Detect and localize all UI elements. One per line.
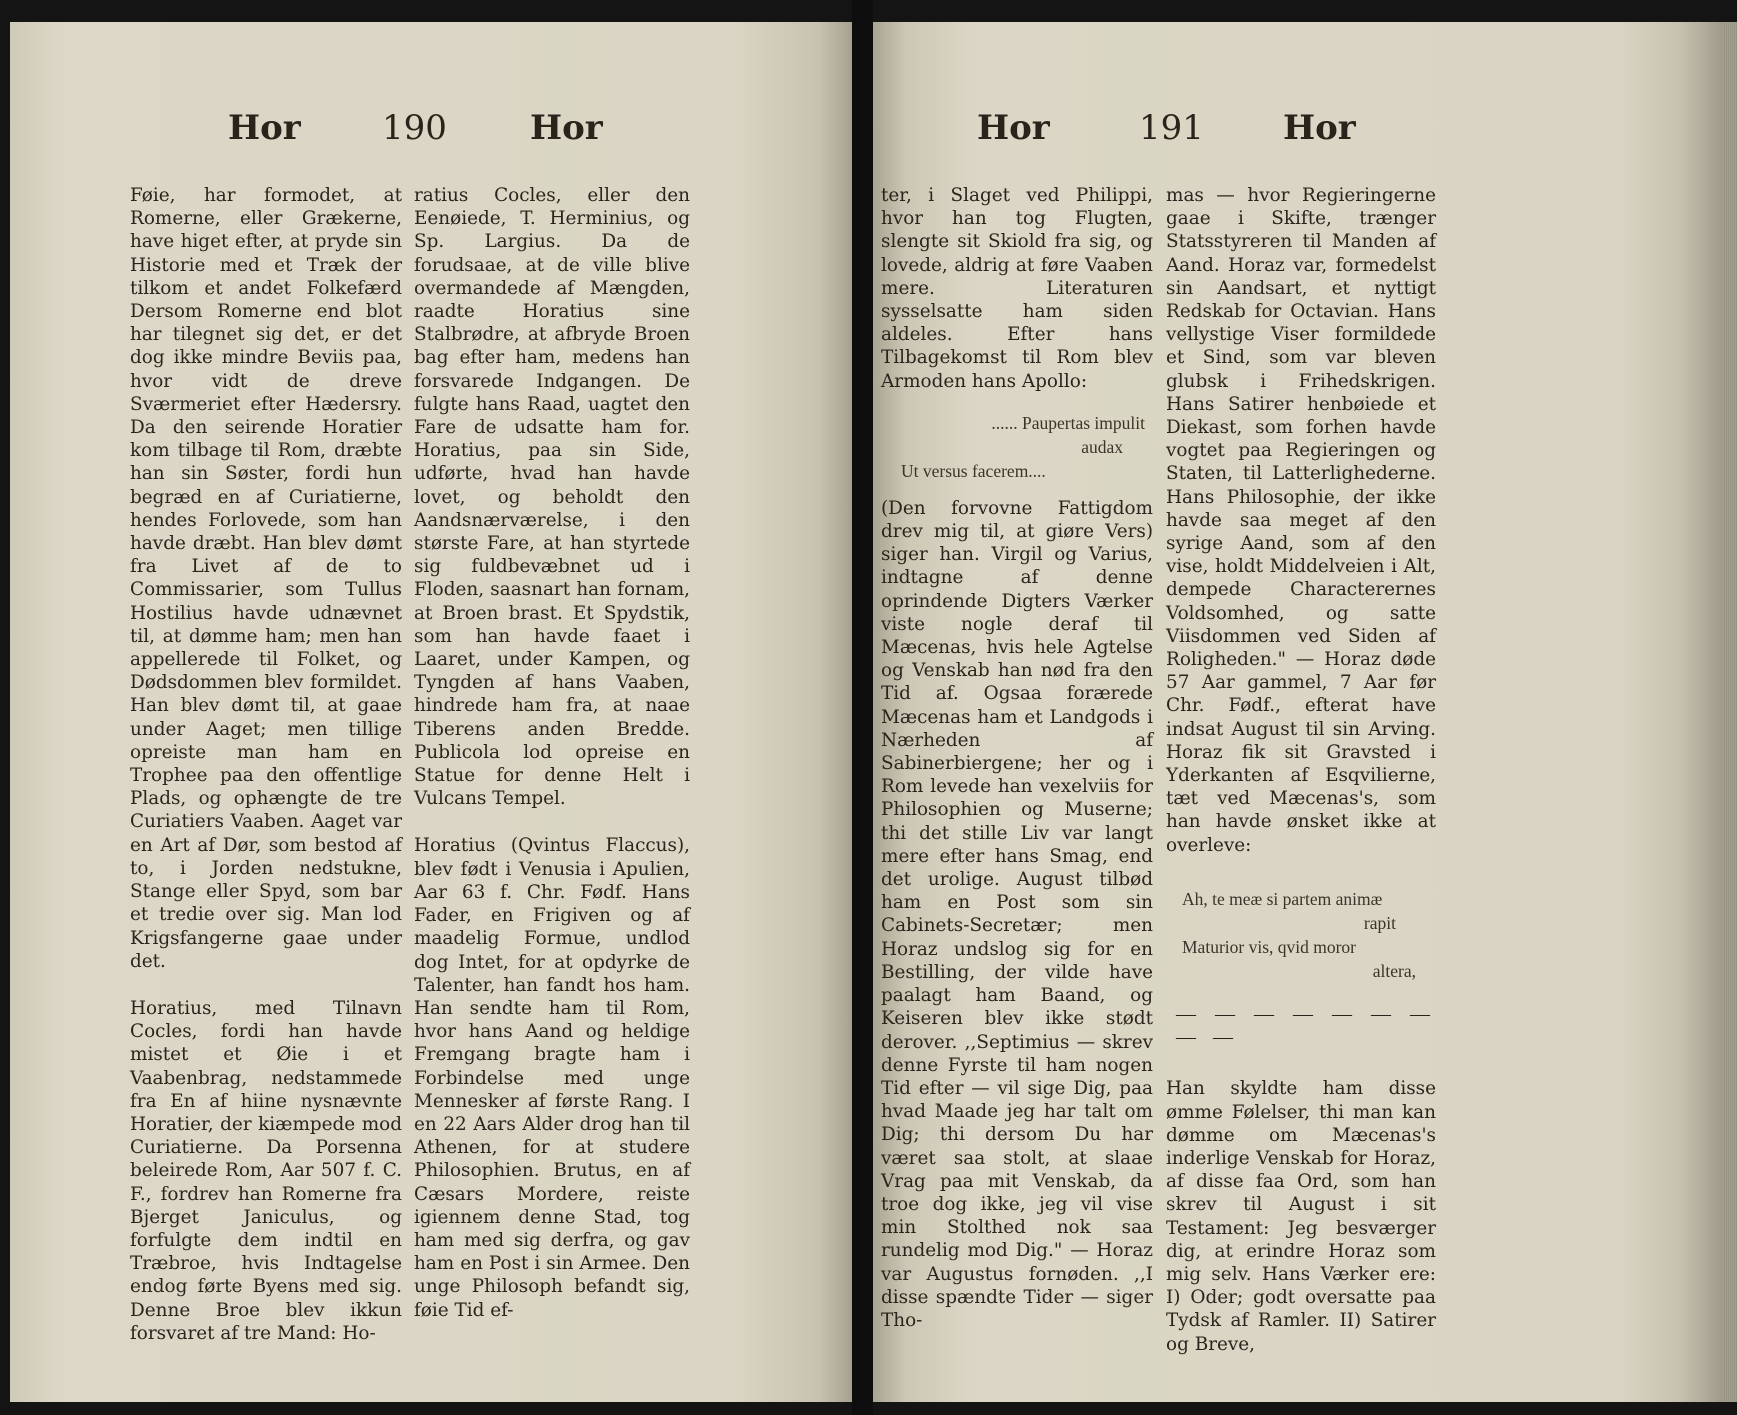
- right-page-number: 191: [1139, 108, 1204, 148]
- right-col2-rest: Han skyldte ham disse ømme Følelser, thi man kan dømme om Mæcenas's inderlige Venskab for Horaz, af disse faa Ord, som han skrev til August i sit Testament: Jeg besværger dig, at erindre Horaz som mig selv. Hans Værker ere: I) Oder; godt oversatte paa Tydsk af Ramler. II) Satirer og Breve,: [1166, 1078, 1436, 1355]
- quote1-line-1: ...... Paupertas impulit: [991, 412, 1145, 433]
- quote2-line-2: rapit: [1363, 912, 1396, 933]
- page-edge-strip: [1723, 22, 1737, 1402]
- left-col1-para-2: Horatius, med Tilnavn Cocles, fordi han havde mistet et Øie i et Vaabenbrag, nedstammede fra En af hiine nysnævnte Horatier, der kiæmpede mod Curiatierne. Da Porsenna beleirede Rom, Aar 507 f. C. F., fordrev han Romerne fra Bjerget Janiculus, og forfulgte dem indtil en Træbroe, hvis Indtagelse endog førte Byens med sig. Denne Broe blev ikkun forsvaret af tre Mand: Ho-: [130, 997, 402, 1344]
- quote1-line-2: audax: [1081, 436, 1123, 457]
- right-header-word-2: Hor: [1283, 108, 1356, 148]
- left-col2-para-1: ratius Cocles, eller den Eenøiede, T. Herminius, og Sp. Largius. Da de forudsaae, at de ville blive overmandede af Mængden, raadte Horatius sine Stalbrødre, at afbryde Broen bag efter ham, medens han forsvarede Indgangen. De fulgte hans Raad, uagtet den Fare de udsatte ham for. Horatius, paa sin Side, udførte, hvad han havde lovet, og beholdt den Aandsnærværelse, i den største Fare, at han styrtede sig fuldbevæbnet ud i Floden, saasnart han fornam, at Broen brast. Et Spydstik, som han havde faaet i Laaret, under Kampen, og Tyngden af hans Vaaben, hindrede ham fra, at naae Tiberens anden Bredde. Publicola lod opreise en Statue for denne Helt i Vulcans Tempel.: [414, 185, 690, 810]
- horace-quote-2: [1166, 887, 1436, 983]
- right-column-2: [1166, 184, 1436, 1356]
- left-column-2: [414, 184, 690, 1322]
- horace-quote-1: [881, 411, 1153, 483]
- right-col2-intro: mas — hvor Regieringerne gaae i Skifte, trænger Statsstyreren til Manden af Aand. Horaz var, formedelst sin Aandsart, et nyttigt Redskab for Octavian. Hans vellystige Viser formildede et Sind, som var bleven glubsk i Frihedskrigen. Hans Satirer henbøiede et Diekast, som forhen havde vogtet paa Regieringen og Staten, til Latterlighederne. Hans Philosophie, der ikke havde saa meget af den syrige Aand, som af den vise, holdt Middelveien i Alt, dempede Characterernes Voldsomhed, og satte Viisdommen ved Siden af Roligheden." — Horaz døde 57 Aar gammel, 7 Aar før Chr. Fødf., efterat have indsat August til sin Arving. Horaz fik sit Gravsted i Yderkanten af Esqvilierne, tæt ved Mæcenas's, som han havde ønsket ikke at overleve:: [1166, 185, 1436, 856]
- left-running-head: [10, 108, 852, 168]
- quote2-dashes: — — — — — — — — —: [1176, 1002, 1436, 1049]
- left-column-1: [130, 184, 402, 1345]
- left-header-word-2: Hor: [530, 108, 603, 148]
- right-header-word-1: Hor: [977, 108, 1050, 148]
- right-running-head: [873, 108, 1723, 168]
- left-header-word-1: Hor: [228, 108, 301, 148]
- quote1-line-3: Ut versus facerem....: [901, 460, 1046, 481]
- right-page: [873, 22, 1723, 1402]
- left-col1-para-1: Føie, har formodet, at Romerne, eller Grækerne, have higet efter, at pryde sin Historie med et Træk der tilkom et andet Folkefærd Dersom Romerne end blot har tilegnet sig det, er det dog ikke mindre Beviis paa, hvor vidt de dreve Sværmeriet efter Hædersry. Da den seirende Horatier kom tilbage til Rom, dræbte han sin Søster, fordi hun begræd en af Curiatierne, hendes Forlovede, som han havde dræbt. Han blev dømt fra Livet af de to Commissarier, som Tullus Hostilius havde udnævnet til, at dømme ham; men han appellerede til Folket, og Dødsdommen blev formildet. Han blev dømt til, at gaae under Aaget; men tillige opreiste man ham en Trophee paa den offentlige Plads, og ophængte de tre Curiatiers Vaaben. Aaget var en Art af Dør, som bestod af to, i Jorden nedstukne, Stange eller Spyd, som bar et tredie over sig. Man lod Krigsfangerne gaae under det.: [130, 185, 402, 972]
- quote2-line-4: altera,: [1372, 960, 1416, 981]
- right-column-1: [881, 184, 1153, 1332]
- left-page-number: 190: [382, 108, 447, 148]
- left-col2-para-2: Horatius (Qvintus Flaccus), blev født i Venusia i Apulien, Aar 63 f. Chr. Fødf. Hans Fader, en Frigiven og af maadelig Formue, undlod dog Intet, for at opdyrke de Talenter, han fandt hos ham. Han sendte ham til Rom, hvor hans Aand og heldige Fremgang bragte ham i Forbindelse med unge Mennesker af første Rang. I en 22 Aars Alder drog han til Athenen, for at studere Philosophien. Brutus, en af Cæsars Mordere, reiste igiennem denne Stad, tog ham med sig derfra, og gav ham en Post i sin Armee. Den unge Philosoph befandt sig, føie Tid ef-: [414, 835, 690, 1321]
- left-page: [10, 22, 852, 1402]
- quote2-line-3: Maturior vis, qvid moror: [1182, 936, 1357, 957]
- right-col1-rest: (Den forvovne Fattigdom drev mig til, at giøre Vers) siger han. Virgil og Varius, indtagne af denne oprindende Digters Værker viste nogle deraf til Mæcenas, hvis hele Agtelse og Venskab han nød fra den Tid af. Ogsaa forærede Mæcenas ham et Landgods i Nærheden af Sabinerbiergene; her og i Rom levede han vexelviis for Philosophien og Muserne; thi det stille Liv var langt mere efter hans Smag, end det urolige. August tilbød ham en Post som sin Cabinets-Secretær; men Horaz undslog sig for en Bestilling, der vilde have paalagt ham Baand, og Keiseren blev ikke stødt derover. ,,Septimius — skrev denne Fyrste til ham nogen Tid efter — vil sige Dig, paa hvad Maade jeg har talt om Dig; thi dersom Du har været saa stolt, at slaae Vrag paa mit Venskab, da troe dog ikke, jeg vil vise min Stolthed nok saa rundelig mod Dig." — Horaz var Augustus fornøden. ,,I disse spændte Tider — siger Tho-: [881, 497, 1153, 1331]
- right-col1-intro: ter, i Slaget ved Philippi, hvor han tog Flugten, slengte sit Skiold fra sig, og lovede, aldrig at føre Vaaben mere. Literaturen sysselsatte ham siden aldeles. Efter hans Tilbagekomst til Rom blev Armoden hans Apollo:: [881, 185, 1153, 392]
- quote2-line-1: Ah, te meæ si partem animæ: [1182, 888, 1383, 909]
- gutter: [852, 0, 873, 1415]
